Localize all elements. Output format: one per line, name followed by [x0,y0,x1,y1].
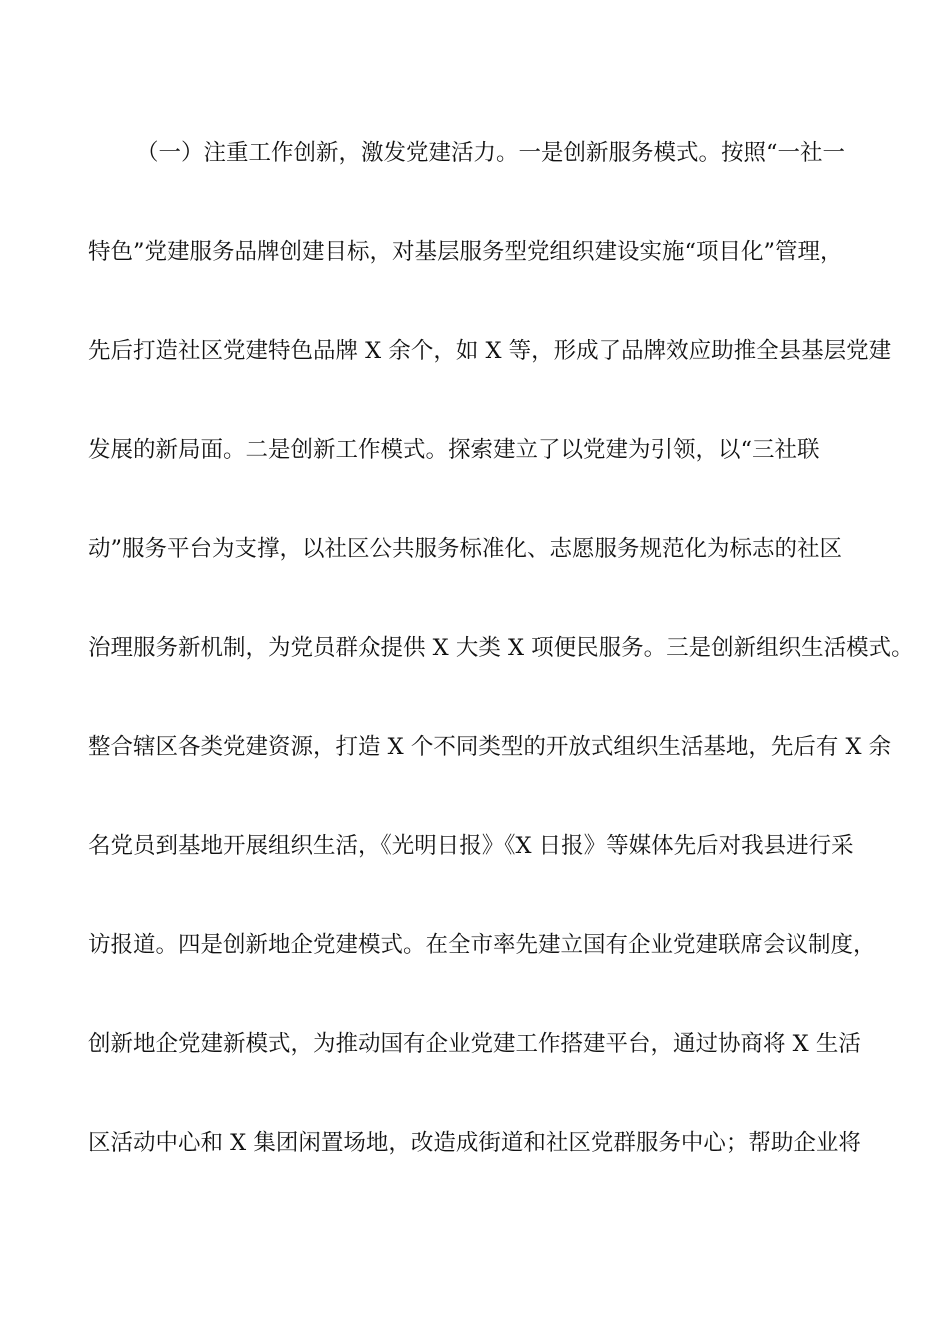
paragraph-line: 区活动中心和 X 集团闲置场地，改造成街道和社区党群服务中心；帮助企业将 [88,1130,861,1156]
paragraph-line: 治理服务新机制，为党员群众提供 X 大类 X 项便民服务。三是创新组织生活模式。 [88,635,914,661]
paragraph-line: 创新地企党建新模式，为推动国有企业党建工作搭建平台，通过协商将 X 生活 [88,1031,861,1057]
paragraph-line: 发展的新局面。二是创新工作模式。探索建立了以党建为引领，以“三社联 [88,437,820,463]
paragraph-line: 名党员到基地开展组织生活，《光明日报》《X 日报》等媒体先后对我县进行采 [88,833,854,859]
paragraph-line: 访报道。四是创新地企党建模式。在全市率先建立国有企业党建联席会议制度， [88,932,876,958]
paragraph-line: 特色”党建服务品牌创建目标，对基层服务型党组织建设实施“项目化”管理， [88,239,843,265]
paragraph-line: 整合辖区各类党建资源，打造 X 个不同类型的开放式组织生活基地，先后有 X 余 [88,734,892,760]
paragraph-line: 先后打造社区党建特色品牌 X 余个，如 X 等，形成了品牌效应助推全县基层党建 [88,338,892,364]
paragraph-line: （一）注重工作创新，激发党建活力。一是创新服务模式。按照“一社一 [136,140,846,166]
paragraph-line: 动”服务平台为支撑，以社区公共服务标准化、志愿服务规范化为标志的社区 [88,536,843,562]
